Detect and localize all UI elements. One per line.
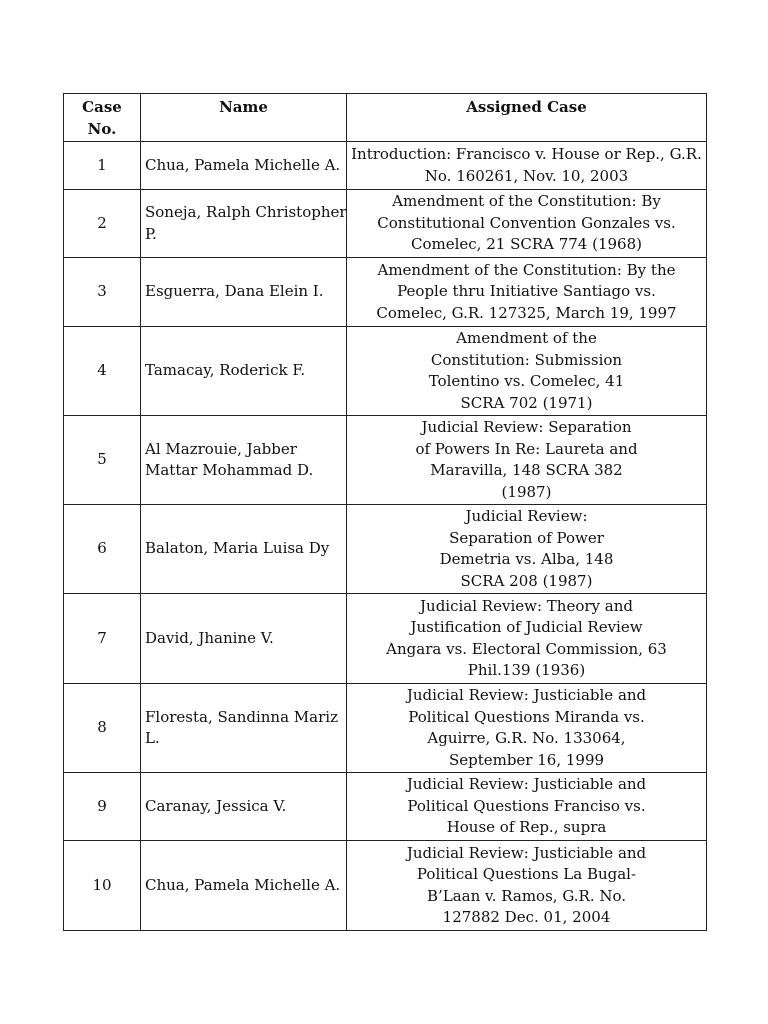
case-line: Demetria vs. Alba, 148	[439, 550, 614, 568]
table-row	[64, 594, 707, 684]
case-line: No. 160261, Nov. 10, 2003	[424, 166, 629, 185]
assigned-case-cell	[347, 190, 707, 258]
table-row	[64, 142, 707, 190]
case-line: Political Questions Miranda vs.	[408, 707, 645, 726]
case-number-cell: 3	[64, 258, 141, 327]
case-line: Introduction: Francisco v. House or Rep., G.R.	[351, 145, 702, 163]
case-number-cell: 8	[64, 684, 141, 773]
name-cell	[141, 142, 347, 190]
table-row	[64, 773, 707, 841]
case-number-cell: 4	[64, 327, 141, 416]
assigned-case-cell	[347, 594, 707, 684]
case-line: Constitutional Convention Gonzales vs.	[377, 213, 676, 232]
header-case-no-line-1: Case	[82, 98, 122, 116]
case-line: Aguirre, G.R. No. 133064,	[427, 729, 626, 747]
case-line: Judicial Review: Justiciable and	[406, 775, 647, 794]
name-cell	[141, 684, 347, 773]
name-line: David, Jhanine V.	[145, 628, 274, 647]
case-line: Comelec, 21 SCRA 774 (1968)	[411, 235, 642, 254]
header-case-no-line-2: No.	[87, 119, 117, 138]
name-line: Floresta, Sandinna Mariz	[145, 707, 338, 726]
case-line: SCRA 702 (1971)	[460, 393, 593, 412]
name-cell	[141, 773, 347, 841]
name-line: Chua, Pamela Michelle A.	[145, 875, 341, 894]
case-number-cell: 7	[64, 594, 141, 684]
assigned-case-cell	[347, 258, 707, 327]
assigned-case-cell	[347, 327, 707, 416]
case-line: SCRA 208 (1987)	[460, 571, 593, 590]
case-line: of Powers In Re: Laureta and	[415, 439, 638, 458]
case-line: B’Laan v. Ramos, G.R. No.	[426, 886, 627, 905]
name-cell	[141, 190, 347, 258]
name-line: Chua, Pamela Michelle A.	[145, 155, 341, 174]
case-line: Judicial Review: Separation	[421, 418, 632, 436]
assigned-case-cell	[347, 142, 707, 190]
name-cell	[141, 841, 347, 931]
case-number-cell: 6	[64, 505, 141, 594]
name-line: Soneja, Ralph Christopher	[145, 203, 347, 221]
table-row	[64, 416, 707, 505]
assigned-case-cell	[347, 684, 707, 773]
name-line: Mattar Mohammad D.	[145, 461, 314, 479]
case-number-cell: 5	[64, 416, 141, 505]
case-line: Judicial Review: Justiciable and	[406, 843, 647, 862]
case-line: House of Rep., supra	[446, 818, 607, 837]
case-line: Amendment of the Constitution: By the	[377, 260, 676, 279]
header-assigned-case: Assigned Case	[347, 94, 707, 142]
case-line: Tolentino vs. Comelec, 41	[428, 372, 625, 390]
name-cell	[141, 505, 347, 594]
table-row	[64, 841, 707, 931]
name-line: Balaton, Maria Luisa Dy	[145, 539, 330, 558]
case-line: Amendment of the	[456, 329, 597, 347]
case-line: Comelec, G.R. 127325, March 19, 1997	[376, 303, 677, 322]
table-row	[64, 190, 707, 258]
header-name: Name	[141, 94, 347, 142]
assigned-case-cell	[347, 773, 707, 841]
case-line: Angara vs. Electoral Commission, 63	[386, 639, 667, 658]
case-number-cell: 10	[64, 841, 141, 931]
header-case-no	[64, 94, 141, 142]
name-cell	[141, 594, 347, 684]
assigned-case-cell	[347, 841, 707, 931]
case-line: Judicial Review: Theory and	[420, 596, 633, 615]
name-cell	[141, 258, 347, 327]
case-line: Separation of Power	[449, 528, 604, 547]
case-number-cell: 9	[64, 773, 141, 841]
case-line: People thru Initiative Santiago vs.	[397, 282, 656, 301]
assigned-case-cell	[347, 505, 707, 594]
case-line: September 16, 1999	[448, 750, 605, 769]
table-row	[64, 684, 707, 773]
name-cell	[141, 327, 347, 416]
case-line: Constitution: Submission	[430, 350, 623, 369]
name-line: L.	[145, 729, 160, 747]
case-line: Political Questions Franciso vs.	[407, 796, 646, 815]
name-line: Al Mazrouie, Jabber	[145, 439, 297, 458]
case-line: 127882 Dec. 01, 2004	[442, 908, 611, 926]
name-line: P.	[145, 224, 157, 243]
case-line: (1987)	[501, 482, 552, 501]
name-line: Caranay, Jessica V.	[145, 796, 287, 815]
table-row	[64, 327, 707, 416]
case-assignment-table	[63, 93, 707, 931]
assigned-case-cell	[347, 416, 707, 505]
case-number-cell: 2	[64, 190, 141, 258]
name-line: Tamacay, Roderick F.	[145, 361, 306, 380]
case-number-cell: 1	[64, 142, 141, 190]
name-cell	[141, 416, 347, 505]
case-line: Political Questions La Bugal-	[416, 865, 637, 883]
table-row	[64, 258, 707, 327]
case-line: Justification of Judicial Review	[410, 618, 643, 636]
case-line: Judicial Review:	[465, 507, 588, 525]
table-row	[64, 505, 707, 594]
header-row	[64, 94, 707, 142]
name-line: Esguerra, Dana Elein I.	[145, 282, 324, 301]
case-line: Judicial Review: Justiciable and	[406, 686, 647, 704]
case-line: Amendment of the Constitution: By	[392, 192, 661, 211]
case-line: Maravilla, 148 SCRA 382	[430, 461, 623, 479]
case-line: Phil.139 (1936)	[467, 661, 586, 679]
